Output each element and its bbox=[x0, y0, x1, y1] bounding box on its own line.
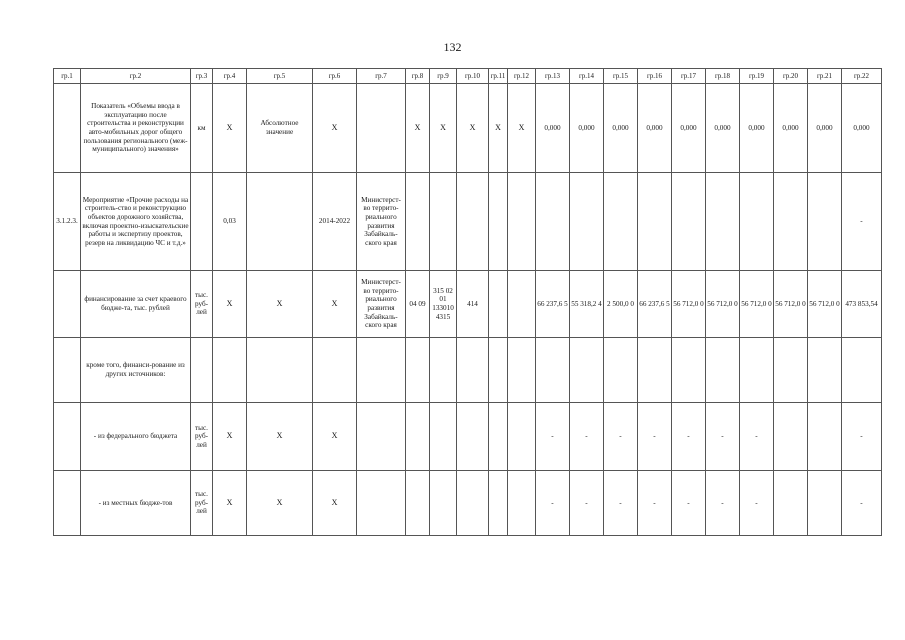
table-cell bbox=[536, 338, 570, 403]
table-cell: 56 712,0 0 bbox=[706, 271, 740, 338]
table-cell: Мероприятие «Прочие расходы на строитель-ство и реконструкцию объектов дорожного хозяйства, включая проектно-изыскательские работы и экспертизу проектов, резерв на ликвидацию ЧС и т.д.» bbox=[81, 173, 191, 271]
table-cell bbox=[430, 471, 457, 536]
table-cell: 04 09 bbox=[406, 271, 430, 338]
table-cell: 3.1.2.3. bbox=[54, 173, 81, 271]
table-cell bbox=[213, 338, 247, 403]
table-cell bbox=[489, 271, 508, 338]
table-cell: тыс. руб-лей bbox=[191, 271, 213, 338]
table-cell bbox=[808, 471, 842, 536]
table-cell: - bbox=[604, 403, 638, 471]
table-cell bbox=[808, 403, 842, 471]
header-cell: гр.21 bbox=[808, 69, 842, 84]
table-cell: тыс. руб-лей bbox=[191, 403, 213, 471]
table-cell: 0,000 bbox=[774, 84, 808, 173]
header-cell: гр.17 bbox=[672, 69, 706, 84]
table-cell: 56 712,0 0 bbox=[774, 271, 808, 338]
header-cell: гр.2 bbox=[81, 69, 191, 84]
table-cell bbox=[604, 173, 638, 271]
table-cell: 2014-2022 bbox=[313, 173, 357, 271]
table-cell bbox=[508, 271, 536, 338]
table-cell: X bbox=[247, 271, 313, 338]
table-cell bbox=[489, 471, 508, 536]
table-cell: X bbox=[508, 84, 536, 173]
header-cell: гр.20 bbox=[774, 69, 808, 84]
table-cell bbox=[774, 338, 808, 403]
table-row bbox=[54, 271, 882, 338]
table-cell: Министерст-во террито-риального развития Забайкаль-ского края bbox=[357, 173, 406, 271]
table-cell bbox=[706, 338, 740, 403]
header-cell: гр.19 bbox=[740, 69, 774, 84]
table-cell bbox=[457, 403, 489, 471]
table-cell: 66 237,6 5 bbox=[638, 271, 672, 338]
table-cell: тыс. руб-лей bbox=[191, 471, 213, 536]
table-cell: - bbox=[570, 471, 604, 536]
table-cell: X bbox=[313, 84, 357, 173]
table-cell bbox=[740, 338, 774, 403]
header-cell: гр.16 bbox=[638, 69, 672, 84]
table-cell bbox=[54, 271, 81, 338]
table-cell: 56 712,0 0 bbox=[740, 271, 774, 338]
table-cell bbox=[638, 173, 672, 271]
table-cell bbox=[489, 403, 508, 471]
table-cell bbox=[357, 471, 406, 536]
table-cell: - bbox=[638, 471, 672, 536]
table-cell bbox=[191, 173, 213, 271]
table-cell: - bbox=[570, 403, 604, 471]
table-cell bbox=[430, 403, 457, 471]
table-row bbox=[54, 471, 882, 536]
table-cell bbox=[508, 173, 536, 271]
table-cell bbox=[54, 84, 81, 173]
table-cell bbox=[570, 338, 604, 403]
table-cell: X bbox=[430, 84, 457, 173]
table-cell: - bbox=[740, 471, 774, 536]
table-cell bbox=[740, 173, 774, 271]
table-cell: 0,000 bbox=[672, 84, 706, 173]
header-cell: гр.4 bbox=[213, 69, 247, 84]
table-cell bbox=[842, 338, 882, 403]
table-cell: X bbox=[213, 471, 247, 536]
table-cell: - bbox=[842, 471, 882, 536]
table-row bbox=[54, 403, 882, 471]
table-cell: Показатель «Объемы ввода в эксплуатацию после строительства и реконструкции авто-мобильных дорог общего пользования регионального (меж-муниципального) значения» bbox=[81, 84, 191, 173]
table-cell: 0,000 bbox=[842, 84, 882, 173]
header-cell: гр.15 bbox=[604, 69, 638, 84]
table-cell: X bbox=[213, 403, 247, 471]
table-cell bbox=[457, 338, 489, 403]
header-cell: гр.10 bbox=[457, 69, 489, 84]
table-cell bbox=[489, 173, 508, 271]
table-cell: Министерст-во террито-риального развития Забайкаль-ского края bbox=[357, 271, 406, 338]
table-cell: финансирование за счет краевого бюдже-та, тыс. рублей bbox=[81, 271, 191, 338]
table-cell: X bbox=[489, 84, 508, 173]
table-cell bbox=[430, 338, 457, 403]
table-cell: Абсолютное значение bbox=[247, 84, 313, 173]
table-cell bbox=[672, 173, 706, 271]
header-cell: гр.22 bbox=[842, 69, 882, 84]
table-cell bbox=[774, 403, 808, 471]
table-cell: 315 02 01 133010 4315 bbox=[430, 271, 457, 338]
table-cell: 0,000 bbox=[638, 84, 672, 173]
table-cell bbox=[706, 173, 740, 271]
table-cell: 0,03 bbox=[213, 173, 247, 271]
header-cell: гр.13 bbox=[536, 69, 570, 84]
header-cell: гр.1 bbox=[54, 69, 81, 84]
table-cell bbox=[570, 173, 604, 271]
table-cell bbox=[54, 403, 81, 471]
table-cell: - из местных бюдже-тов bbox=[81, 471, 191, 536]
table-cell bbox=[508, 338, 536, 403]
header-cell: гр.7 bbox=[357, 69, 406, 84]
table-cell: - bbox=[672, 471, 706, 536]
table-cell: X bbox=[406, 84, 430, 173]
table-cell bbox=[313, 338, 357, 403]
table-cell bbox=[357, 338, 406, 403]
table-row bbox=[54, 338, 882, 403]
table-cell bbox=[54, 338, 81, 403]
table-cell bbox=[247, 338, 313, 403]
table-cell bbox=[406, 173, 430, 271]
table-row bbox=[54, 84, 882, 173]
table-cell bbox=[457, 173, 489, 271]
header-cell: гр.3 bbox=[191, 69, 213, 84]
table-cell: X bbox=[213, 271, 247, 338]
header-cell: гр.14 bbox=[570, 69, 604, 84]
table-cell bbox=[430, 173, 457, 271]
table-cell bbox=[508, 403, 536, 471]
table-cell: 56 712,0 0 bbox=[672, 271, 706, 338]
table-cell bbox=[808, 173, 842, 271]
table-cell: X bbox=[247, 403, 313, 471]
table-cell: кроме того, финанси-рование из других источников: bbox=[81, 338, 191, 403]
table-cell: 56 712,0 0 bbox=[808, 271, 842, 338]
table-cell: км bbox=[191, 84, 213, 173]
table-cell bbox=[774, 471, 808, 536]
table-cell bbox=[357, 403, 406, 471]
header-row bbox=[54, 69, 882, 84]
table-cell bbox=[536, 173, 570, 271]
table-cell: - bbox=[638, 403, 672, 471]
table-cell bbox=[808, 338, 842, 403]
table-cell bbox=[457, 471, 489, 536]
table-cell: 473 853,54 bbox=[842, 271, 882, 338]
header-cell: гр.12 bbox=[508, 69, 536, 84]
header-cell: гр.6 bbox=[313, 69, 357, 84]
table-cell: - bbox=[536, 403, 570, 471]
table-cell bbox=[54, 471, 81, 536]
table-cell: 0,000 bbox=[740, 84, 774, 173]
table-cell bbox=[774, 173, 808, 271]
budget-table bbox=[53, 68, 882, 536]
table-cell bbox=[191, 338, 213, 403]
table-cell: - bbox=[672, 403, 706, 471]
table-cell: X bbox=[313, 471, 357, 536]
header-cell: гр.8 bbox=[406, 69, 430, 84]
table-cell bbox=[406, 403, 430, 471]
table-cell: X bbox=[457, 84, 489, 173]
table-cell: - bbox=[706, 403, 740, 471]
table-cell bbox=[406, 471, 430, 536]
header-cell: гр.18 bbox=[706, 69, 740, 84]
header-cell: гр.11 bbox=[489, 69, 508, 84]
table-cell: 55 318,2 4 bbox=[570, 271, 604, 338]
table-cell: 414 bbox=[457, 271, 489, 338]
table-cell: - из федерального бюджета bbox=[81, 403, 191, 471]
table-cell: 0,000 bbox=[706, 84, 740, 173]
table-cell: 66 237,6 5 bbox=[536, 271, 570, 338]
table-row bbox=[54, 173, 882, 271]
table-cell bbox=[604, 338, 638, 403]
table-cell: - bbox=[740, 403, 774, 471]
table-cell: X bbox=[247, 471, 313, 536]
table-cell bbox=[247, 173, 313, 271]
header-cell: гр.9 bbox=[430, 69, 457, 84]
table-cell bbox=[638, 338, 672, 403]
table-cell: 0,000 bbox=[570, 84, 604, 173]
table-cell: - bbox=[706, 471, 740, 536]
table-cell bbox=[489, 338, 508, 403]
table-cell: 0,000 bbox=[604, 84, 638, 173]
table-cell: - bbox=[842, 173, 882, 271]
table-cell: - bbox=[604, 471, 638, 536]
table-cell: - bbox=[842, 403, 882, 471]
table-cell bbox=[672, 338, 706, 403]
table-cell: X bbox=[313, 403, 357, 471]
table-cell bbox=[357, 84, 406, 173]
table-cell bbox=[406, 338, 430, 403]
table-cell: X bbox=[313, 271, 357, 338]
table-cell: X bbox=[213, 84, 247, 173]
page-number: 132 bbox=[443, 40, 462, 54]
table-cell: 0,000 bbox=[808, 84, 842, 173]
table-cell: - bbox=[536, 471, 570, 536]
table-cell: 0,000 bbox=[536, 84, 570, 173]
table-cell bbox=[508, 471, 536, 536]
table-cell: 2 500,0 0 bbox=[604, 271, 638, 338]
header-cell: гр.5 bbox=[247, 69, 313, 84]
